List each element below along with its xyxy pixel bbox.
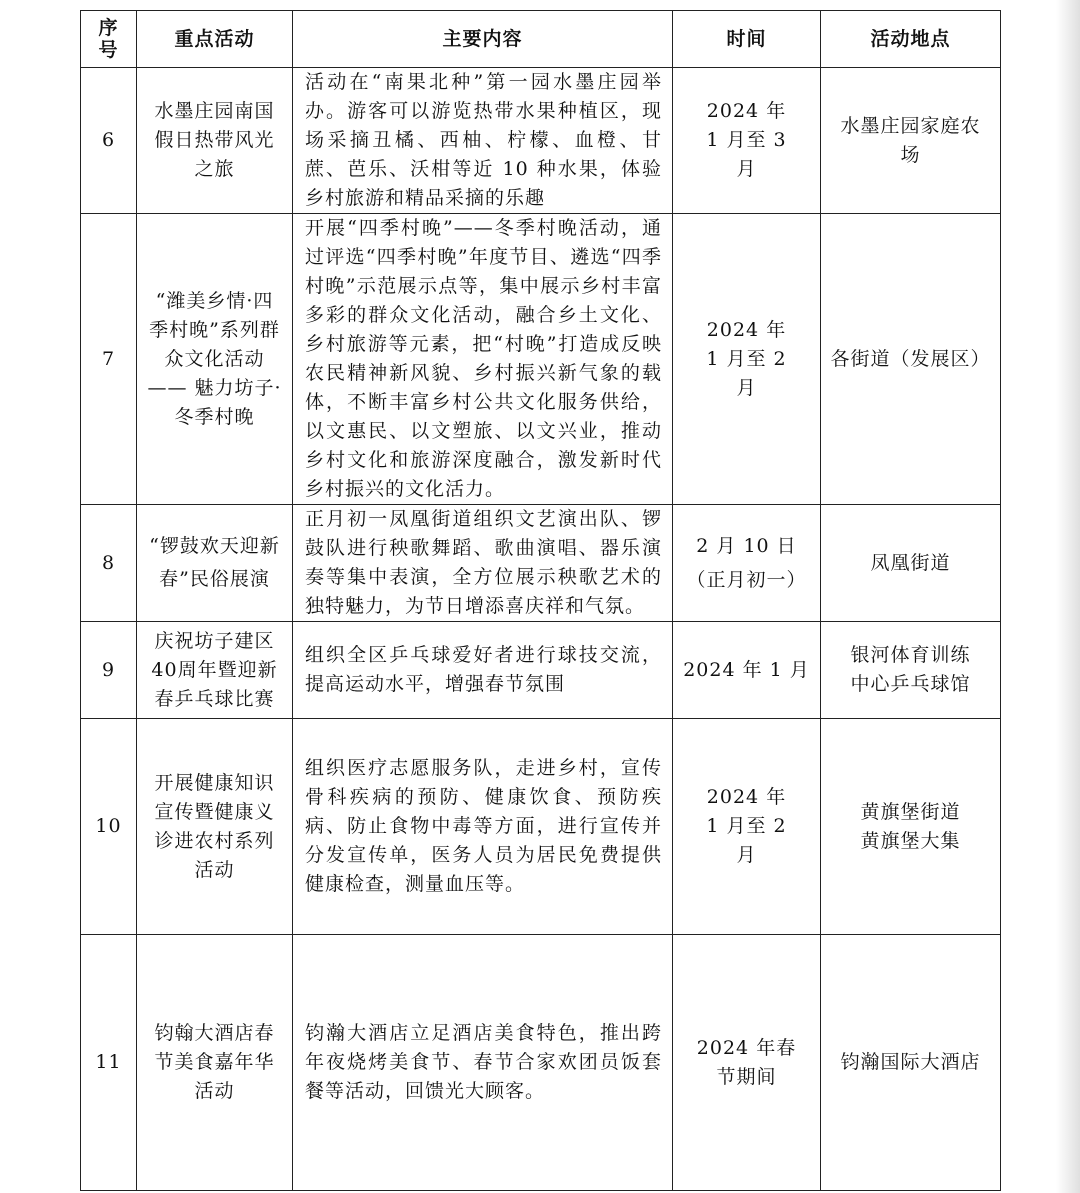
row-location: 黄旗堡街道 黄旗堡大集 [821, 719, 1001, 935]
row-time: 2024 年春节期间 [673, 935, 821, 1191]
header-time: 时间 [673, 11, 821, 68]
row-content: 组织医疗志愿服务队，走进乡村，宣传骨科疾病的预防、健康饮食、预防疾病、防止食物中毒等方面，进行宣传并分发宣传单，医务人员为居民免费提供健康检查，测量血压等。 [293, 719, 673, 935]
header-index: 序号 [81, 11, 137, 68]
header-location: 活动地点 [821, 11, 1001, 68]
row-index: 7 [81, 214, 137, 505]
row-location: 钧瀚国际大酒店 [821, 935, 1001, 1191]
table-row [81, 622, 1001, 719]
table-row [81, 505, 1001, 622]
row-location: 各街道（发展区） [821, 214, 1001, 505]
header-activity: 重点活动 [137, 11, 293, 68]
table-header-row [81, 11, 1001, 68]
row-location: 水墨庄园家庭农场 [821, 68, 1001, 214]
row-activity: 开展健康知识宣传暨健康义诊进农村系列活动 [137, 719, 293, 935]
row-index: 8 [81, 505, 137, 622]
row-activity: “锣鼓欢天迎新春”民俗展演 [137, 505, 293, 622]
page-edge-shadow [1056, 0, 1080, 1193]
row-content: 组织全区乒乓球爱好者进行球技交流，提高运动水平，增强春节氛围 [293, 622, 673, 719]
row-index: 9 [81, 622, 137, 719]
row-time: 2024 年 1 月 [673, 622, 821, 719]
header-content: 主要内容 [293, 11, 673, 68]
table-row [81, 935, 1001, 1191]
row-content: 正月初一凤凰街道组织文艺演出队、锣鼓队进行秧歌舞蹈、歌曲演唱、器乐演奏等集中表演，全方位展示秧歌艺术的独特魅力，为节日增添喜庆祥和气氛。 [293, 505, 673, 622]
row-activity: 庆祝坊子建区40周年暨迎新春乒乓球比赛 [137, 622, 293, 719]
row-location: 凤凰街道 [821, 505, 1001, 622]
row-time: 2024 年 1 月至 2 月 [673, 719, 821, 935]
row-index: 6 [81, 68, 137, 214]
row-location: 银河体育训练中心乒乓球馆 [821, 622, 1001, 719]
row-activity: 钧翰大酒店春节美食嘉年华活动 [137, 935, 293, 1191]
row-time: 2 月 10 日（正月初一） [673, 505, 821, 622]
activity-schedule-table [80, 10, 1001, 1191]
row-content: 钧瀚大酒店立足酒店美食特色，推出跨年夜烧烤美食节、春节合家欢团员饭套餐等活动，回馈光大顾客。 [293, 935, 673, 1191]
row-time: 2024 年 1 月至 3 月 [673, 68, 821, 214]
row-time: 2024 年 1 月至 2 月 [673, 214, 821, 505]
table-row [81, 68, 1001, 214]
row-activity: 水墨庄园南国假日热带风光之旅 [137, 68, 293, 214]
row-content: 活动在“南果北种”第一园水墨庄园举办。游客可以游览热带水果种植区，现场采摘丑橘、西柚、柠檬、血橙、甘蔗、芭乐、沃柑等近 10 种水果，体验乡村旅游和精品采摘的乐趣 [293, 68, 673, 214]
row-index: 11 [81, 935, 137, 1191]
row-index: 10 [81, 719, 137, 935]
row-content: 开展“四季村晚”——冬季村晚活动，通过评选“四季村晚”年度节目、遴选“四季村晚”示范展示点等，集中展示乡村丰富多彩的群众文化活动，融合乡土文化、乡村旅游等元素，把“村晚”打造成反映农民精神新风貌、乡村振兴新气象的载体，不断丰富乡村公共文化服务供给，以文惠民、以文塑旅、以文兴业，推动乡村文化和旅游深度融合，激发新时代乡村振兴的文化活力。 [293, 214, 673, 505]
table-row [81, 719, 1001, 935]
row-activity: “潍美乡情·四季村晚”系列群众文化活动—— 魅力坊子·冬季村晚 [137, 214, 293, 505]
table-row [81, 214, 1001, 505]
